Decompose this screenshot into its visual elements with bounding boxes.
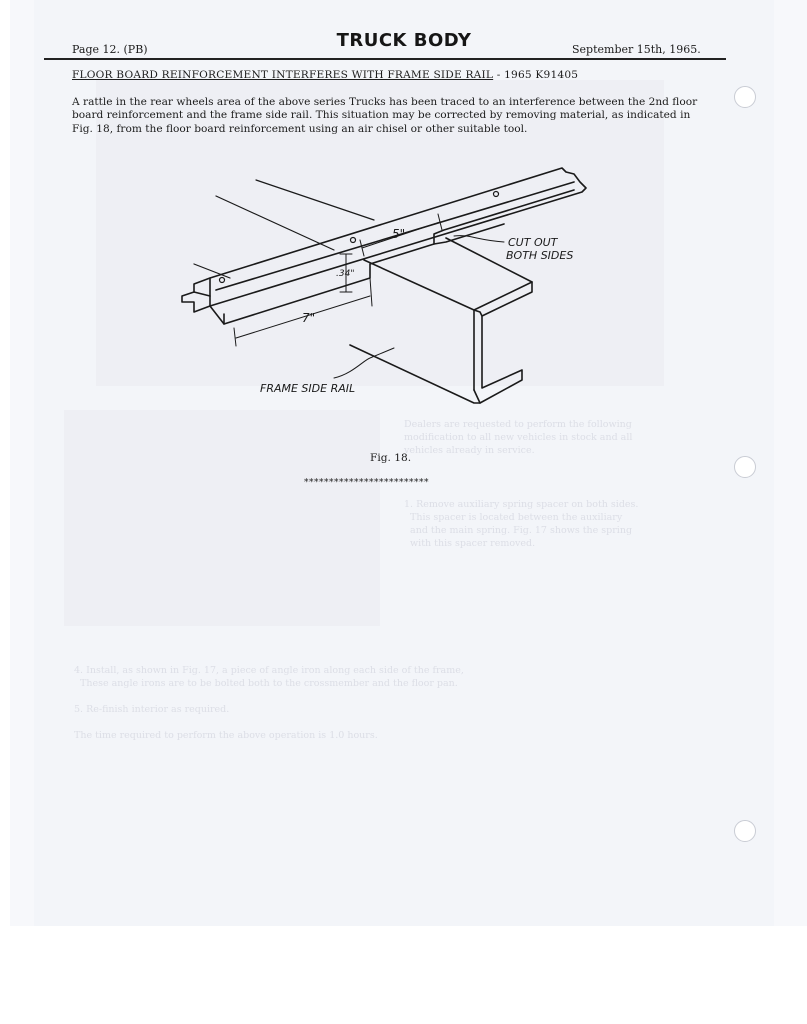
figure-caption: Fig. 18.	[370, 452, 412, 464]
figure-line	[216, 196, 334, 250]
cut-out-label-line1: CUT OUT	[508, 236, 558, 249]
section-separator: *************************	[304, 478, 429, 488]
sheet-left-edge	[10, 0, 34, 926]
subject-title: FLOOR BOARD REINFORCEMENT INTERFERES WITH FRAME SIDE RAIL	[72, 69, 494, 81]
binder-hole-bottom	[734, 820, 756, 842]
frame-side-rail	[350, 238, 532, 403]
dimension-5-label: 5"	[392, 227, 406, 241]
binder-hole-top	[734, 86, 756, 108]
dimension-7-label: 7"	[302, 311, 316, 325]
page-number: Page 12. (PB)	[72, 43, 148, 56]
frame-side-rail-label: FRAME SIDE RAIL	[260, 382, 356, 395]
sheet-right-margin	[774, 0, 807, 926]
document-page	[34, 0, 774, 926]
body-paragraph: A rattle in the rear wheels area of the above series Trucks has been traced to an interference between the 2nd floor board reinforcement and the frame side rail. This situation may be corrected by removing material, as indicated in Fig. 18, from the floor board reinforcement using an air chisel or other suitable tool.	[72, 96, 698, 135]
cut-out-label-line2: BOTH SIDES	[506, 249, 574, 262]
subject-suffix: - 1965 K91405	[496, 69, 579, 81]
bleed-through-text-2: 1. Remove auxiliary spring spacer on both sides. This spacer is located between the auxiliary and the main spring. Fig. 17 shows the spring with this spacer removed.	[404, 499, 639, 549]
bleed-through-text-3: 4. Install, as shown in Fig. 17, a piece of angle iron along each side of the frame, These angle irons are to be bolted both to the crossmember and the floor pan. 5. Re-finish interior as required. The time required to perform the above operation is 1.0 hours.	[74, 665, 464, 741]
page-date: September 15th, 1965.	[572, 43, 701, 56]
bleed-through-text: Dealers are requested to perform the following modification to all new vehicles in stock and all vehicles already in service.	[404, 419, 633, 456]
figure-18-drawing	[34, 160, 774, 420]
figure-line	[256, 180, 374, 220]
page-title: TRUCK BODY	[336, 30, 472, 51]
header-rule	[44, 58, 726, 60]
frame-leader	[334, 348, 394, 378]
binder-hole-middle	[734, 456, 756, 478]
subject-line	[72, 69, 578, 81]
figure-line	[194, 264, 230, 278]
dimension-34-label: .34"	[336, 269, 355, 279]
bleed-through-photo-bottom	[64, 410, 380, 626]
